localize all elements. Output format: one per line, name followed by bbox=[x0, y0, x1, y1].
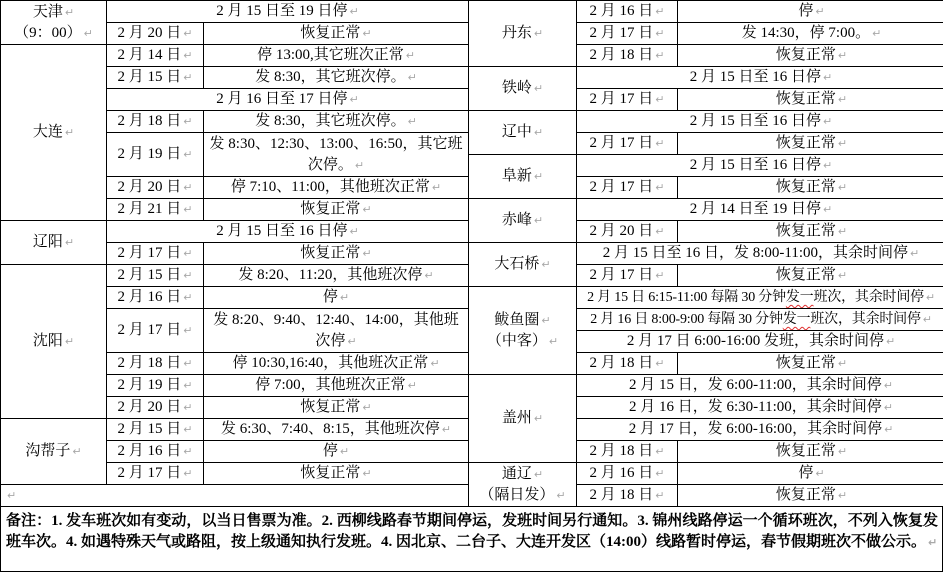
merged-info-cell: 2 月 15 日至 16 日停 ↵ bbox=[577, 155, 943, 177]
remarks-text: 备注：1. 发车班次如有变动，以当日售票为准。2. 西柳线路春节期间停运，发班时间另行通知。3. 锦州线路停运一个循环班次，不列入恢复发班车次。4. 如遇特殊天气或路阻，按上级通知执行发班。4. 因北京、二台子、大连开发区（14:00）线路暂时停运，春节假期班次不做公示。 bbox=[6, 513, 938, 550]
date-cell: 2 月 17 日 ↵ bbox=[577, 23, 678, 45]
location-cell bbox=[469, 375, 577, 463]
date-cell: 2 月 20 日 ↵ bbox=[107, 23, 204, 45]
location-name: 鲅鱼圈 ↵ bbox=[471, 310, 574, 331]
info-cell: 发 8:20、11:20，其他班次停 ↵ bbox=[204, 265, 469, 287]
info-cell: 恢复正常 ↵ bbox=[678, 89, 943, 111]
location-name: 沈阳 ↵ bbox=[3, 331, 104, 352]
info-text: 班次，其余时间停 bbox=[810, 312, 921, 327]
info-cell: 恢复正常 ↵ bbox=[678, 441, 943, 463]
merged-info-cell: 2 月 15 日至 16 日，发 8:00-11:00，其余时间停 ↵ bbox=[577, 243, 943, 265]
schedule-table-left bbox=[0, 0, 469, 507]
info-cell: 发 14:30，停 7:00。 ↵ bbox=[678, 23, 943, 45]
info-cell: 恢复正常 ↵ bbox=[678, 485, 943, 507]
date-cell: 2 月 21 日 ↵ bbox=[107, 199, 204, 221]
info-cell: 停 ↵ bbox=[678, 463, 943, 485]
merged-info-cell: 2 月 15 日至 19 日停 ↵ bbox=[107, 1, 469, 23]
info-cell: 停 10:30,16:40，其他班次正常 ↵ bbox=[204, 353, 469, 375]
table-row bbox=[1, 1, 469, 23]
info-cell: 恢复正常 ↵ bbox=[204, 463, 469, 485]
location-name: 辽阳 ↵ bbox=[3, 232, 104, 253]
info-cell: 恢复正常 ↵ bbox=[678, 265, 943, 287]
date-cell: 2 月 16 日 ↵ bbox=[107, 441, 204, 463]
date-cell: 2 月 17 日 ↵ bbox=[577, 177, 678, 199]
remarks-note bbox=[0, 507, 943, 572]
table-row bbox=[1, 419, 469, 441]
date-cell: 2 月 20 日 ↵ bbox=[107, 177, 204, 199]
date-cell: 2 月 17 日 ↵ bbox=[577, 133, 678, 155]
info-cell: 发 6:30、7:40、8:15，其他班次停 ↵ bbox=[204, 419, 469, 441]
info-cell: 恢复正常 ↵ bbox=[678, 221, 943, 243]
location-cell bbox=[469, 1, 577, 67]
date-cell: 2 月 15 日 ↵ bbox=[107, 265, 204, 287]
date-cell: 2 月 17 日 ↵ bbox=[107, 463, 204, 485]
date-cell: 2 月 17 日 ↵ bbox=[107, 243, 204, 265]
info-text: 2 月 16 日 8:00-9:00 每隔 30 分钟 bbox=[590, 312, 783, 327]
info-cell: 恢复正常 ↵ bbox=[678, 177, 943, 199]
table-row bbox=[1, 485, 469, 507]
info-text: 班次，其余时间停 bbox=[813, 290, 924, 305]
date-cell: 2 月 16 日 ↵ bbox=[107, 287, 204, 309]
info-cell: 恢复正常 ↵ bbox=[678, 45, 943, 67]
merged-info-cell: 2 月 15 日，发 6:00-11:00，其余时间停 ↵ bbox=[577, 375, 943, 397]
schedule-table-right bbox=[468, 0, 943, 507]
info-cell: 停 ↵ bbox=[678, 1, 943, 23]
location-name: 阜新 ↵ bbox=[471, 166, 574, 187]
table-row bbox=[469, 243, 943, 265]
location-name: 辽中 ↵ bbox=[471, 122, 574, 143]
date-cell: 2 月 14 日 ↵ bbox=[107, 45, 204, 67]
table-row bbox=[469, 111, 943, 133]
location-name: 大连 ↵ bbox=[3, 122, 104, 143]
date-cell: 2 月 20 日 ↵ bbox=[107, 397, 204, 419]
location-name: 沟帮子 ↵ bbox=[3, 441, 104, 462]
empty-cell bbox=[1, 485, 469, 507]
date-cell: 2 月 17 日 ↵ bbox=[107, 309, 204, 353]
merged-info-cell: 2 月 15 日至 16 日停 ↵ bbox=[577, 111, 943, 133]
info-cell: 停 ↵ bbox=[204, 287, 469, 309]
info-cell: 停 13:00,其它班次正常 ↵ bbox=[204, 45, 469, 67]
date-cell: 2 月 18 日 ↵ bbox=[107, 353, 204, 375]
date-cell: 2 月 18 日 ↵ bbox=[577, 353, 678, 375]
location-cell bbox=[469, 155, 577, 199]
date-cell: 2 月 18 日 ↵ bbox=[577, 45, 678, 67]
location-subname: （中客） ↵ bbox=[471, 331, 574, 352]
date-cell: 2 月 16 日 ↵ bbox=[577, 463, 678, 485]
table-row bbox=[1, 221, 469, 243]
info-cell: 发 8:30、12:30、13:00、16:50，其它班次停。 ↵ bbox=[204, 133, 469, 177]
merged-info-cell: 2 月 16 日，发 6:30-11:00，其余时间停 ↵ bbox=[577, 397, 943, 419]
location-subname: （隔日发） ↵ bbox=[471, 485, 574, 506]
info-cell: 恢复正常 ↵ bbox=[204, 243, 469, 265]
date-cell: 2 月 18 日 ↵ bbox=[577, 485, 678, 507]
date-cell: 2 月 15 日 ↵ bbox=[107, 67, 204, 89]
location-cell bbox=[1, 1, 107, 45]
info-cell: 停 7:10、11:00，其他班次正常 ↵ bbox=[204, 177, 469, 199]
location-cell bbox=[469, 243, 577, 287]
table-row bbox=[469, 67, 943, 89]
date-cell: 2 月 17 日 ↵ bbox=[577, 265, 678, 287]
location-cell bbox=[1, 221, 107, 265]
location-name: 通辽 ↵ bbox=[471, 464, 574, 485]
date-cell: 2 月 18 日 ↵ bbox=[107, 111, 204, 133]
merged-info-cell: 2 月 14 日至 19 日停 ↵ bbox=[577, 199, 943, 221]
info-cell: 停 7:00，其他班次正常 ↵ bbox=[204, 375, 469, 397]
date-cell: 2 月 18 日 ↵ bbox=[577, 441, 678, 463]
date-cell: 2 月 17 日 ↵ bbox=[577, 89, 678, 111]
table-row bbox=[1, 265, 469, 287]
info-cell: 恢复正常 ↵ bbox=[204, 397, 469, 419]
info-cell: 恢复正常 ↵ bbox=[204, 23, 469, 45]
merged-info-cell bbox=[577, 287, 943, 309]
date-cell: 2 月 19 日 ↵ bbox=[107, 375, 204, 397]
location-name: 天津 ↵ bbox=[3, 2, 104, 23]
spellcheck-marked-text: 发一 bbox=[785, 290, 814, 305]
table-row bbox=[469, 287, 943, 309]
location-name: 丹东 ↵ bbox=[471, 23, 574, 44]
info-cell: 恢复正常 ↵ bbox=[678, 133, 943, 155]
date-cell: 2 月 16 日 ↵ bbox=[577, 1, 678, 23]
location-cell bbox=[469, 463, 577, 507]
table-row bbox=[469, 1, 943, 23]
location-name: 赤峰 ↵ bbox=[471, 210, 574, 231]
info-cell: 发 8:20、9:40、12:40、14:00，其他班次停 ↵ bbox=[204, 309, 469, 353]
info-cell: 恢复正常 ↵ bbox=[204, 199, 469, 221]
merged-info-cell: 2 月 16 日至 17 日停 ↵ bbox=[107, 89, 469, 111]
merged-info-cell: 2 月 15 日至 16 日停 ↵ bbox=[107, 221, 469, 243]
merged-info-cell bbox=[577, 309, 943, 331]
info-text: 2 月 15 日 6:15-11:00 每隔 30 分钟 bbox=[587, 290, 786, 305]
location-cell bbox=[1, 265, 107, 419]
info-cell: 发 8:30，其它班次停。 ↵ bbox=[204, 111, 469, 133]
merged-info-cell: 2 月 17 日，发 6:00-16:00，其余时间停 ↵ bbox=[577, 419, 943, 441]
location-time: （9：00） ↵ bbox=[3, 23, 104, 44]
location-cell bbox=[469, 111, 577, 155]
location-name: 盖州 ↵ bbox=[471, 408, 574, 429]
info-cell: 发 8:30，其它班次停。 ↵ bbox=[204, 67, 469, 89]
table-row bbox=[469, 199, 943, 221]
merged-info-cell: 2 月 15 日至 16 日停 ↵ bbox=[577, 67, 943, 89]
table-row bbox=[1, 45, 469, 67]
location-cell bbox=[469, 287, 577, 375]
location-name: 大石桥 ↵ bbox=[471, 254, 574, 275]
info-cell: 停 ↵ bbox=[204, 441, 469, 463]
location-name: 铁岭 ↵ bbox=[471, 78, 574, 99]
info-cell: 恢复正常 ↵ bbox=[678, 353, 943, 375]
table-row bbox=[469, 463, 943, 485]
date-cell: 2 月 20 日 ↵ bbox=[577, 221, 678, 243]
location-cell bbox=[469, 67, 577, 111]
location-cell bbox=[1, 419, 107, 485]
spellcheck-marked-text: 发一 bbox=[782, 312, 811, 327]
date-cell: 2 月 19 日 ↵ bbox=[107, 133, 204, 177]
location-cell bbox=[1, 45, 107, 221]
table-row bbox=[469, 155, 943, 177]
merged-info-cell: 2 月 17 日 6:00-16:00 发班，其余时间停 ↵ bbox=[577, 331, 943, 353]
location-cell bbox=[469, 199, 577, 243]
table-row bbox=[469, 375, 943, 397]
date-cell: 2 月 15 日 ↵ bbox=[107, 419, 204, 441]
